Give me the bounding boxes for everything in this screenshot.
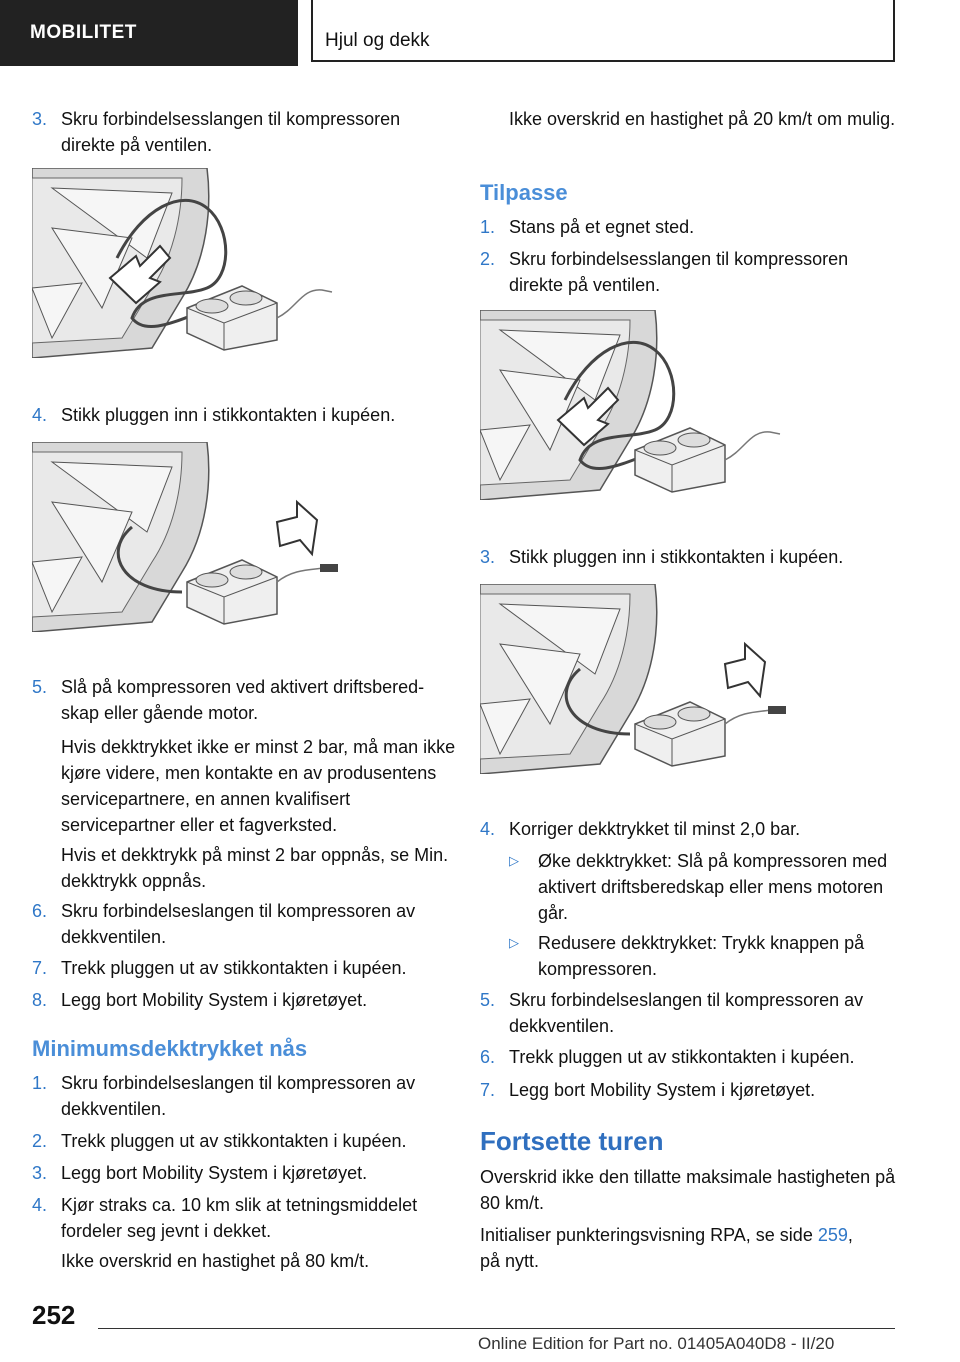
- step-number: 5.: [480, 990, 496, 1010]
- step-number: 2.: [480, 249, 496, 269]
- step-item: [480, 214, 900, 240]
- sub-bullet: [509, 930, 909, 982]
- step-number: 2.: [32, 1131, 48, 1151]
- triangle-bullet-icon: ▷: [509, 935, 519, 950]
- step-number: 4.: [32, 1195, 48, 1215]
- step-number: 7.: [480, 1080, 496, 1100]
- step-note: Ikke overskrid en hastighet på 20 km/t om mulig.: [509, 109, 896, 129]
- sub-bullet-text: Redusere dekktrykket: Trykk knappen på kompressoren.: [538, 933, 865, 979]
- body-paragraph: Overskrid ikke den tillatte maksimale hastigheten på 80 km/t.: [480, 1167, 896, 1213]
- step-number: 3.: [480, 547, 496, 567]
- step-number: 4.: [480, 819, 496, 839]
- step-item: [32, 674, 452, 726]
- step-number: 8.: [32, 990, 48, 1010]
- section-heading: Tilpasse: [480, 180, 568, 205]
- step-text: Trekk pluggen ut av stikkontakten i kupéen.: [509, 1047, 855, 1067]
- step-number: 7.: [32, 958, 48, 978]
- step-number: 6.: [32, 901, 48, 921]
- step-note: Hvis et dekktrykk på minst 2 bar oppnås, se Min. dekktrykk oppnås.: [61, 845, 449, 891]
- compressor-socket-figure: [480, 584, 800, 774]
- section-heading: Fortsette turen: [480, 1126, 664, 1156]
- step-number: 1.: [32, 1073, 48, 1093]
- compressor-valve-figure: [480, 310, 800, 500]
- step-item: [32, 402, 452, 428]
- step-text: Slå på kompressoren ved aktivert driftsberedskap eller gående motor.: [61, 677, 425, 723]
- step-text: Legg bort Mobility System i kjøretøyet.: [509, 1080, 816, 1100]
- page-header: [0, 0, 960, 66]
- step-text: Legg bort Mobility System i kjøretøyet.: [61, 1163, 368, 1183]
- compressor-socket-figure: [32, 442, 352, 632]
- edition-footer: Online Edition for Part no. 01405A040D8 - II/20: [478, 1334, 835, 1353]
- footer-divider: [98, 1328, 895, 1329]
- step-item: [480, 1077, 900, 1103]
- step-text: Skru forbindelseslangen til kompressoren av dekkventilen.: [61, 1073, 416, 1119]
- step-text: Korriger dekktrykket til minst 2,0 bar.: [509, 819, 801, 839]
- step-item: [480, 816, 900, 842]
- step-item: [32, 955, 452, 981]
- triangle-bullet-icon: ▷: [509, 853, 519, 868]
- step-item: [32, 1128, 452, 1154]
- step-text: Trekk pluggen ut av stikkontakten i kupéen.: [61, 958, 407, 978]
- step-text: Skru forbindelsesslangen til kompressoren direkte på ventilen.: [61, 109, 401, 155]
- step-text: Stikk pluggen inn i stikkontakten i kupéen.: [61, 405, 396, 425]
- step-item: [32, 1070, 452, 1122]
- step-note: Hvis dekktrykket ikke er minst 2 bar, må man ikke kjøre videre, men kontakte en av produsentens servicepartnere, en annen kvalifisert servicepartner eller et fagverksted.: [61, 737, 456, 835]
- sub-bullet-text: Øke dekktrykket: Slå på kompressoren med aktivert driftsberedskap eller mens motoren går.: [538, 851, 888, 923]
- step-item: [32, 106, 452, 158]
- step-note: Ikke overskrid en hastighet på 80 km/t.: [61, 1251, 370, 1271]
- step-text: Trekk pluggen ut av stikkontakten i kupéen.: [61, 1131, 407, 1151]
- step-number: 3.: [32, 109, 48, 129]
- step-number: 1.: [480, 217, 496, 237]
- step-item: [480, 246, 900, 298]
- body-paragraph: [480, 1222, 900, 1274]
- step-number: 5.: [32, 677, 48, 697]
- step-item: [480, 1044, 900, 1070]
- page-reference-link[interactable]: 259: [817, 1225, 848, 1245]
- paragraph-text: på nytt.: [480, 1251, 540, 1271]
- paragraph-text: ,: [847, 1225, 853, 1245]
- page-number: 252: [32, 1300, 76, 1330]
- step-text: Skru forbindelsesslangen til kompressoren direkte på ventilen.: [509, 249, 849, 295]
- step-text: Kjør straks ca. 10 km slik at tetningsmiddelet fordeler seg jevnt i dekket.: [61, 1195, 418, 1241]
- step-item: [480, 544, 900, 570]
- step-text: Skru forbindelseslangen til kompressoren av dekkventilen.: [509, 990, 864, 1036]
- step-item: [32, 898, 452, 950]
- step-number: 3.: [32, 1163, 48, 1183]
- step-item: [32, 1192, 452, 1244]
- chapter-title: Hjul og dekk: [311, 0, 895, 62]
- step-text: Stans på et egnet sted.: [509, 217, 695, 237]
- step-item: [480, 987, 900, 1039]
- step-item: [32, 987, 452, 1013]
- compressor-valve-figure: [32, 168, 352, 358]
- section-heading: Minimumsdekktrykket nås: [32, 1036, 308, 1061]
- step-number: 6.: [480, 1047, 496, 1067]
- sub-bullet: [509, 848, 909, 926]
- section-title: MOBILITET: [0, 0, 298, 66]
- paragraph-text: Initialiser punkteringsvisning RPA, se side: [480, 1225, 818, 1245]
- step-number: 4.: [32, 405, 48, 425]
- step-text: Legg bort Mobility System i kjøretøyet.: [61, 990, 368, 1010]
- step-item: [32, 1160, 452, 1186]
- step-text: Stikk pluggen inn i stikkontakten i kupéen.: [509, 547, 844, 567]
- step-text: Skru forbindelseslangen til kompressoren av dekkventilen.: [61, 901, 416, 947]
